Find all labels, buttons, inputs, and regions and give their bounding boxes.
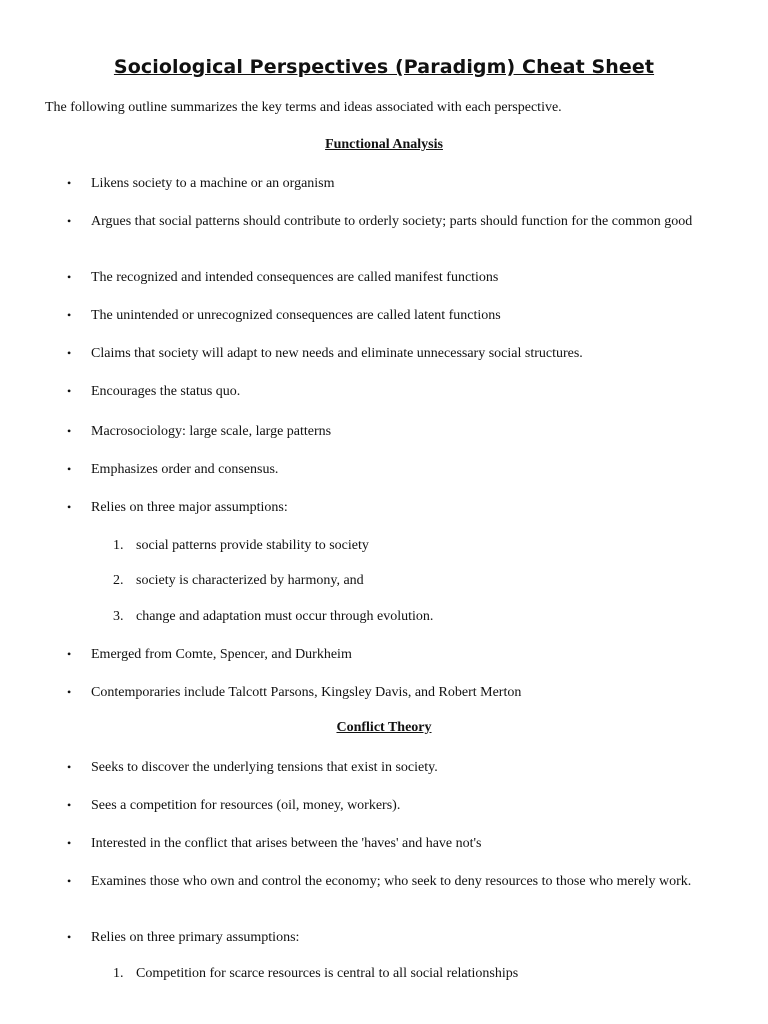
list-item-text: Likens society to a machine or an organism (91, 176, 335, 191)
bullet-icon: • (67, 500, 72, 514)
bullet-icon: • (67, 874, 72, 888)
list-item (67, 683, 717, 702)
numbered-item-text: society is characterized by harmony, and (136, 573, 364, 588)
bullet-icon: • (67, 424, 72, 438)
list-item (67, 645, 717, 664)
list-item (67, 344, 717, 363)
bullet-icon: • (67, 760, 72, 774)
numbered-item (113, 607, 433, 626)
list-item-text: Argues that social patterns should contribute to orderly society; parts should function for the common good (91, 214, 693, 229)
list-item (67, 498, 717, 517)
numbered-item-text: Competition for scarce resources is central to all social relationships (136, 966, 519, 981)
numbered-item (113, 964, 518, 983)
bullet-icon: • (67, 462, 72, 476)
list-item (67, 382, 717, 401)
list-item (67, 796, 717, 815)
list-item (67, 268, 717, 287)
list-item-text: Encourages the status quo. (91, 384, 241, 399)
list-item-text: Sees a competition for resources (oil, money, workers). (91, 798, 401, 813)
list-item-text: The unintended or unrecognized consequences are called latent functions (91, 308, 501, 323)
numbered-item (113, 536, 369, 555)
list-item-text: Emerged from Comte, Spencer, and Durkheim (91, 647, 352, 662)
list-item (67, 758, 717, 777)
bullet-icon: • (67, 346, 72, 360)
bullet-icon: • (67, 798, 72, 812)
numbered-item (113, 571, 364, 590)
list-item (67, 306, 717, 325)
list-item-text: Claims that society will adapt to new needs and eliminate unnecessary social structures. (91, 346, 583, 361)
list-item-text: Emphasizes order and consensus. (91, 462, 279, 477)
numbered-item-text: change and adaptation must occur through evolution. (136, 609, 434, 624)
list-item-text: Relies on three major assumptions: (91, 500, 288, 515)
item-number: 1. (113, 966, 124, 981)
page-title: Sociological Perspectives (Paradigm) Cheat Sheet (113, 56, 655, 78)
item-number: 2. (113, 573, 124, 588)
list-item (67, 422, 717, 441)
bullet-icon: • (67, 647, 72, 661)
list-item (67, 460, 717, 479)
numbered-item-text: social patterns provide stability to society (136, 538, 369, 553)
list-item-text: Relies on three primary assumptions: (91, 930, 300, 945)
intro-paragraph: The following outline summarizes the key terms and ideas associated with each perspective. (45, 100, 562, 115)
section-heading-functional-analysis: Functional Analysis (325, 137, 443, 152)
bullet-icon: • (67, 214, 72, 228)
item-number: 1. (113, 538, 124, 553)
bullet-icon: • (67, 308, 72, 322)
bullet-icon: • (67, 176, 72, 190)
bullet-icon: • (67, 930, 72, 944)
list-item-text: Interested in the conflict that arises between the 'haves' and have not's (91, 836, 482, 851)
section-heading-conflict-theory: Conflict Theory (336, 720, 432, 735)
list-item (67, 174, 717, 193)
bullet-icon: • (67, 270, 72, 284)
list-item (67, 928, 717, 947)
list-item (67, 872, 717, 891)
list-item-text: Contemporaries include Talcott Parsons, Kingsley Davis, and Robert Merton (91, 685, 522, 700)
list-item-text: The recognized and intended consequences are called manifest functions (91, 270, 499, 285)
bullet-icon: • (67, 685, 72, 699)
list-item-text: Seeks to discover the underlying tensions that exist in society. (91, 760, 438, 775)
bullet-icon: • (67, 836, 72, 850)
list-item-text: Macrosociology: large scale, large patterns (91, 424, 332, 439)
bullet-icon: • (67, 384, 72, 398)
list-item (67, 834, 717, 853)
item-number: 3. (113, 609, 124, 624)
list-item-text: Examines those who own and control the economy; who seek to deny resources to those who merely work. (91, 874, 692, 889)
list-item (67, 212, 717, 231)
